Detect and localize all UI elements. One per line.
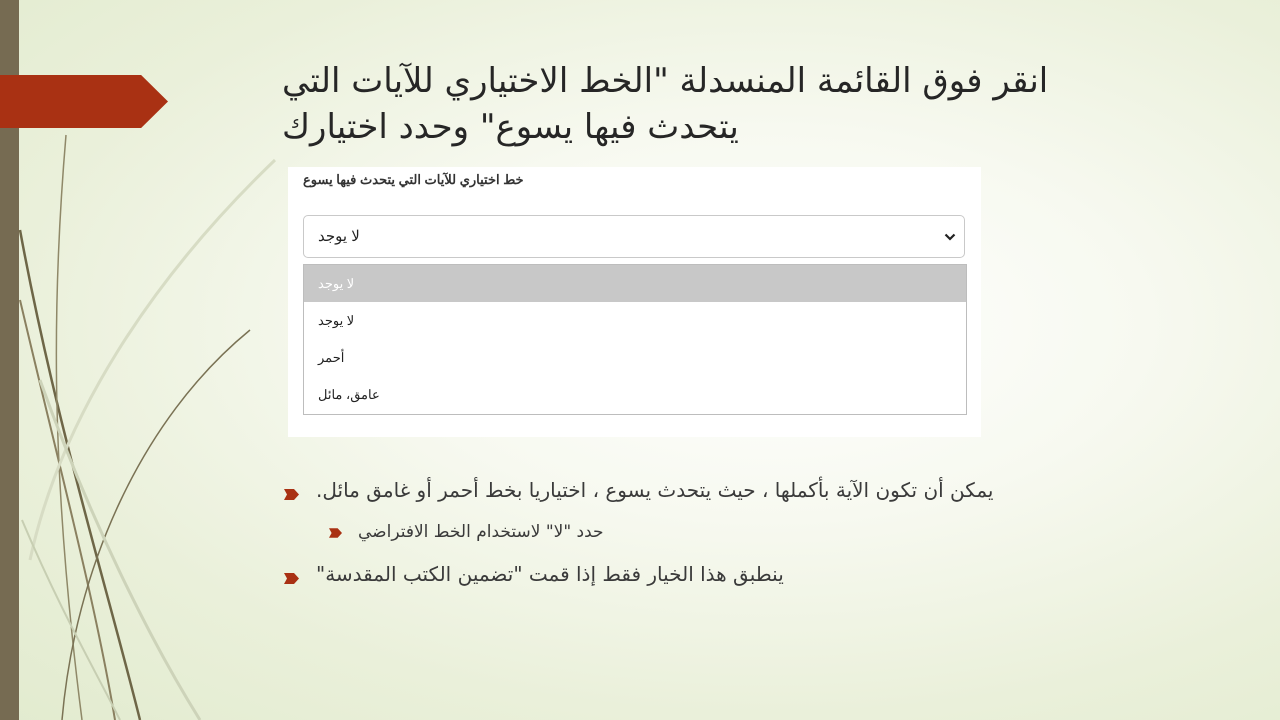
- screenshot-panel: [288, 167, 981, 437]
- dropdown-option[interactable]: لا يوجد: [304, 265, 966, 302]
- font-select-dropdown[interactable]: [303, 215, 965, 258]
- dropdown-option[interactable]: لا يوجد: [318, 313, 355, 328]
- bullet-arrow-icon: [284, 573, 299, 584]
- slide-title: [282, 58, 1122, 150]
- dropdown-option[interactable]: أحمر: [318, 350, 345, 365]
- title-line-1: انقر فوق القائمة المنسدلة "الخط الاختياري للآيات التي: [282, 61, 1049, 101]
- title-line-2: يتحدث فيها يسوع" وحدد اختيارك: [282, 107, 739, 147]
- dropdown-options-list: [303, 264, 967, 415]
- dropdown-option[interactable]: عامق، مائل: [318, 387, 380, 402]
- bullet-arrow-icon: [284, 489, 299, 500]
- red-arrow-tab: [0, 75, 168, 128]
- select-current-value: لا يوجد: [318, 228, 360, 245]
- bullet-text: يمكن أن تكون الآية بأكملها ، حيث يتحدث يسوع ، اختياريا بخط أحمر أو غامق مائل.: [316, 478, 994, 502]
- field-label: خط اختياري للآيات التي يتحدث فيها يسوع: [303, 172, 524, 187]
- chevron-down-icon: [944, 232, 956, 242]
- bullet-arrow-icon: [329, 528, 342, 538]
- sub-bullet-text: حدد "لا" لاستخدام الخط الافتراضي: [358, 522, 604, 542]
- bullet-text: ينطبق هذا الخيار فقط إذا قمت "تضمين الكتب المقدسة": [316, 562, 784, 586]
